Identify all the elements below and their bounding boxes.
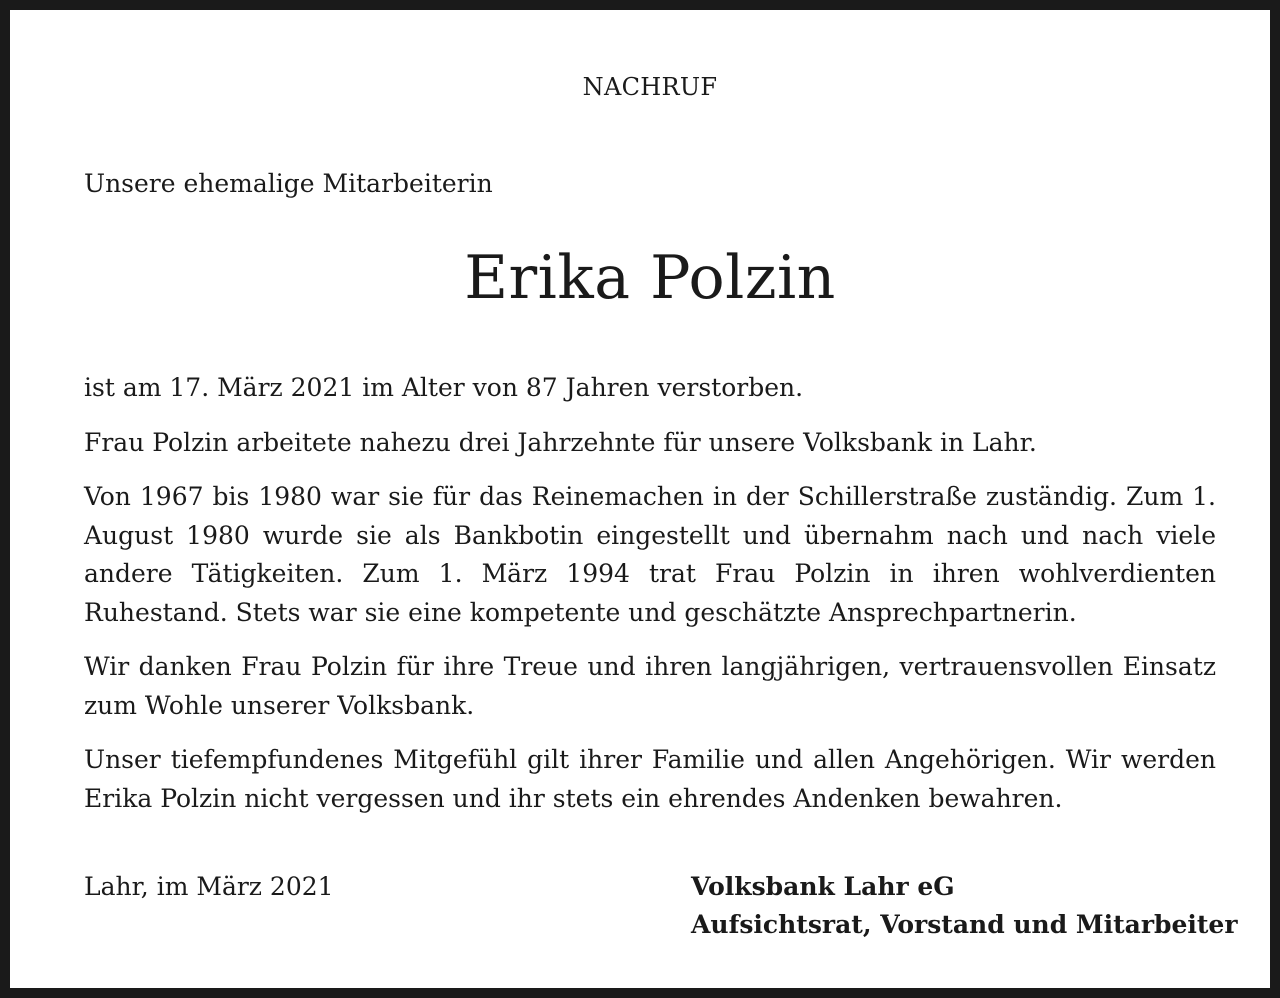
notice-heading: NACHRUF (582, 73, 718, 101)
paragraph-death-date: ist am 17. März 2021 im Alter von 87 Jahren verstorben. (84, 373, 804, 402)
paragraph-condolences: Unser tiefempfundenes Mitgefühl gilt ihrer Familie und allen Angehörigen. Wir werden Erika Polzin nicht vergessen und ihr stets ein ehrendes Andenken bewahren. (84, 745, 1216, 813)
deceased-name: Erika Polzin (464, 243, 836, 313)
signature-group: Aufsichtsrat, Vorstand und Mitarbeiter (691, 910, 1238, 939)
paragraph-employment: Frau Polzin arbeitete nahezu drei Jahrzehnte für unsere Volksbank in Lahr. (84, 427, 1037, 457)
notice-body (84, 369, 1216, 834)
signature-organization: Volksbank Lahr eG (691, 872, 955, 901)
intro-line: Unsere ehemalige Mitarbeiterin (84, 169, 493, 198)
paragraph-career: Von 1967 bis 1980 war sie für das Reinemachen in der Schillerstraße zuständig. Zum 1. August 1980 wurde sie als Bankbotin eingestellt und übernahm nach und nach viele andere Tätigkeiten. Zum 1. März 1994 trat Frau Polzin in ihren wohlverdienten Ruhestand. Stets war sie eine kompetente und geschätzte Ansprechpartnerin. (84, 482, 1216, 627)
signature-block (691, 868, 1238, 944)
paragraph-thanks: Wir danken Frau Polzin für ihre Treue und ihren langjährigen, vertrauensvollen Einsatz zum Wohle unserer Volksbank. (84, 652, 1216, 720)
place-date: Lahr, im März 2021 (84, 872, 334, 901)
